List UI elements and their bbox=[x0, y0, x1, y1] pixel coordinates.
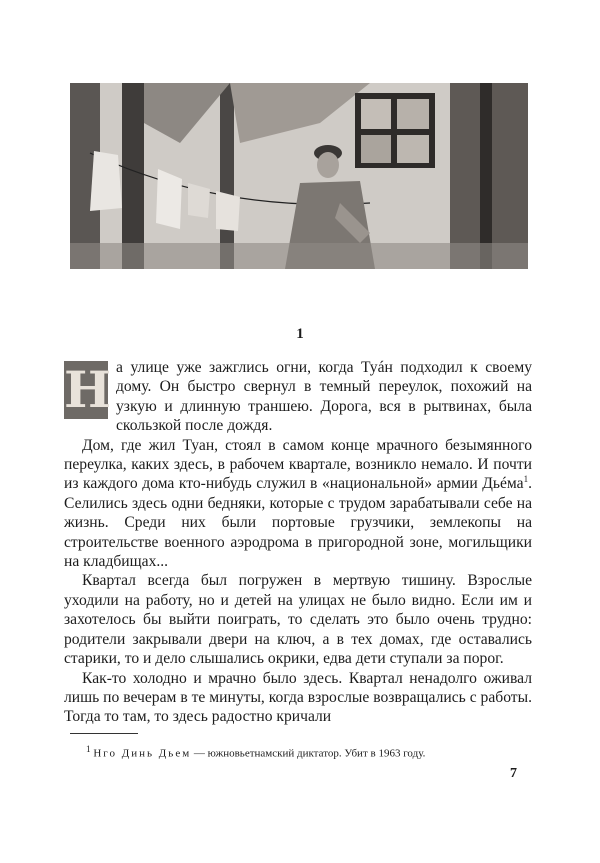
footnote bbox=[86, 742, 546, 761]
page-number: 7 bbox=[510, 766, 517, 781]
chapter-number: 1 bbox=[296, 326, 304, 342]
paragraph bbox=[64, 358, 532, 436]
paragraph-text: Дом, где жил Туан, стоял в самом конце мрачного безымянного переулка, каких здесь, в рабочем квартале, возникло немало. И почти из каждого дома кто-нибудь служил в «национальной» армии Дьéма bbox=[64, 436, 532, 493]
paragraph bbox=[64, 436, 532, 572]
footnote-text: — южновьетнамский диктатор. Убит в 1963 году. bbox=[191, 747, 426, 760]
illustration-drawing bbox=[70, 83, 528, 269]
footnote-name: Нго Динь Дьем bbox=[93, 747, 192, 760]
footnote-divider bbox=[70, 733, 138, 734]
paragraph bbox=[64, 571, 532, 668]
paragraph-text: Как-то холодно и мрачно было здесь. Квартал ненадолго оживал лишь по вечерам в те минуты, когда взрослые возвращались с работы. Тогда то там, то здесь радостно кричали bbox=[64, 669, 532, 726]
drop-cap bbox=[64, 360, 112, 419]
body-text bbox=[64, 358, 532, 727]
footnote-marker: 1 bbox=[86, 744, 91, 754]
footnote-reference[interactable]: 1 bbox=[523, 474, 529, 485]
drop-cap-letter: Н bbox=[64, 360, 112, 419]
paragraph-text: . Селились здесь одни бедняки, которые с трудом зарабатывали себе на жизнь. Среди них были портовые грузчики, землекопы на строительстве военного аэродрома в пригородной зоне, могильщики на кладбищах... bbox=[64, 475, 532, 571]
paragraph-text: Квартал всегда был погружен в мертвую тишину. Взрослые уходили на работу, но и детей на улицах не было видно. Если им и захотелось бы выйти поиграть, то сделать это было очень трудно: родители закрывали двери на ключ, а в тех домах, где оставались старики, то и дело слышались окрики, едва дети ступали за порог. bbox=[64, 572, 532, 668]
paragraph-text: а улице уже зажглись огни, когда Туáн подходил к своему дому. Он быстро свернул в темный переулок, похожий на узкую и длинную траншею. Дорога, вся в рытвинах, была скользкой после дождя. bbox=[116, 359, 532, 435]
illustration bbox=[70, 83, 528, 269]
paragraph bbox=[64, 669, 532, 727]
